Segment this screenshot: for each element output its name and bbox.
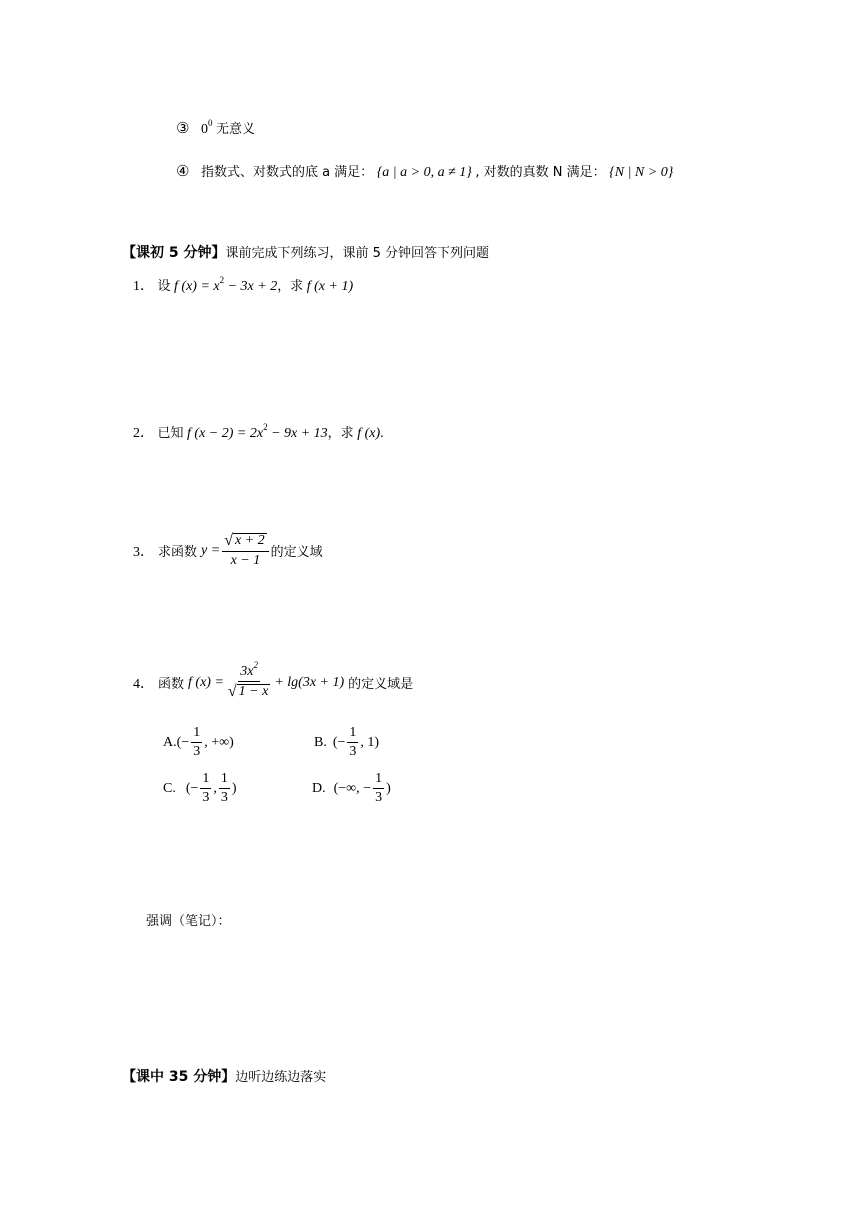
square-root [224, 533, 266, 549]
question-number: 3． [133, 544, 154, 560]
target-expression: f (x) [357, 426, 381, 441]
function-fraction [226, 660, 272, 700]
option-fraction-1 [200, 772, 211, 805]
log-term: + lg(3x + 1) [274, 674, 345, 690]
question-lead: 函数 [158, 677, 185, 692]
section-title: 【课中 35 分钟】 [122, 1069, 236, 1085]
argument-set: {N | N > 0} [609, 165, 674, 180]
circled-marker: ④ [176, 164, 190, 180]
option-fraction [191, 726, 202, 759]
y-equals: y = [201, 542, 221, 558]
fraction-numerator [222, 533, 268, 552]
target-expression: f (x + 1) [306, 279, 354, 294]
option-label: D. [312, 780, 326, 796]
fraction-denominator: x − 1 [230, 553, 261, 568]
exponent: 2 [219, 275, 225, 285]
numerator: 1 [191, 726, 202, 743]
question-lead: 已知 [157, 426, 184, 441]
section-title: 【课初 5 分钟】 [122, 245, 226, 261]
numerator-exponent: 2 [253, 660, 258, 670]
question-tail: 的定义域是 [348, 677, 414, 692]
question-number: 2． [133, 426, 154, 441]
denominator: 3 [220, 790, 228, 805]
f-equals: f (x) = [188, 674, 224, 690]
option-fraction [373, 772, 384, 805]
section-in-class [122, 1066, 326, 1086]
circled-marker: ③ [176, 121, 190, 137]
exponent: 2 [263, 422, 268, 432]
argument-condition-text: , 对数的真数 N 满足： [475, 165, 606, 180]
denominator: 3 [349, 744, 357, 759]
radical-sign-icon: √ [227, 683, 237, 700]
question-4 [133, 660, 414, 700]
question-number: 4． [133, 676, 154, 692]
intro-item-3 [176, 118, 255, 138]
question-mid: ，求 [277, 279, 304, 294]
option-open: (− [185, 780, 199, 796]
section-pre-class [122, 242, 489, 262]
radicand: x + 2 [234, 533, 265, 548]
option-close: ) [386, 780, 391, 796]
option-c[interactable] [163, 772, 237, 805]
meaningless-text: 无意义 [215, 122, 255, 137]
option-rest: , 1) [360, 734, 380, 750]
square-root [228, 684, 270, 700]
denominator: 3 [375, 790, 383, 805]
question-mid: ，求 [327, 426, 354, 441]
function-definition-rest: − 3x + 2 [224, 279, 278, 294]
radical-sign-icon: √ [224, 532, 233, 549]
option-label: C. [163, 780, 176, 796]
question-number: 1． [133, 279, 154, 294]
intro-item-4 [176, 161, 673, 181]
numerator: 1 [347, 726, 358, 743]
period: . [380, 426, 384, 441]
numerator: 1 [373, 772, 384, 789]
function-definition: f (x) = x [174, 279, 220, 294]
question-tail: 的定义域 [270, 545, 323, 560]
base-set: {a | a > 0, a ≠ 1} [376, 165, 472, 180]
base-condition-text: 指数式、对数式的底 a 满足： [200, 165, 374, 180]
option-b[interactable] [314, 726, 379, 759]
fraction-denominator [226, 682, 272, 700]
numerator-base: 3x [240, 664, 254, 679]
option-a[interactable] [163, 726, 234, 759]
section-desc: 边听边练边落实 [235, 1070, 327, 1085]
option-label: B. [314, 734, 327, 750]
fraction-numerator [238, 660, 260, 682]
option-label: A. [163, 734, 177, 750]
option-fraction-2 [219, 772, 230, 805]
option-rest: , +∞) [204, 734, 234, 750]
numerator: 1 [200, 772, 211, 789]
option-close: ) [231, 780, 237, 796]
option-d[interactable] [312, 772, 391, 805]
numerator: 1 [219, 772, 230, 789]
question-lead: 设 [157, 279, 171, 294]
function-definition-rest: − 9x + 13 [267, 426, 328, 441]
option-open: (−∞, − [333, 780, 372, 796]
function-definition: f (x − 2) = 2x [187, 426, 264, 441]
option-open: (− [332, 734, 346, 750]
question-2 [133, 422, 384, 442]
option-fraction [347, 726, 358, 759]
question-1 [133, 275, 353, 295]
zero-base: 0 [200, 122, 208, 137]
question-3 [133, 533, 323, 568]
section-desc: 课前完成下列练习，课前 5 分钟回答下列问题 [225, 246, 490, 261]
zero-exponent: 0 [207, 118, 213, 128]
denominator: 3 [202, 790, 210, 805]
denominator: 3 [193, 744, 201, 759]
radicand: 1 − x [238, 684, 269, 699]
option-open: (− [176, 734, 190, 750]
notes-label: 强调（笔记）： [146, 914, 231, 929]
question-lead: 求函数 [158, 545, 198, 560]
option-separator: , [213, 780, 217, 796]
domain-fraction [222, 533, 268, 568]
